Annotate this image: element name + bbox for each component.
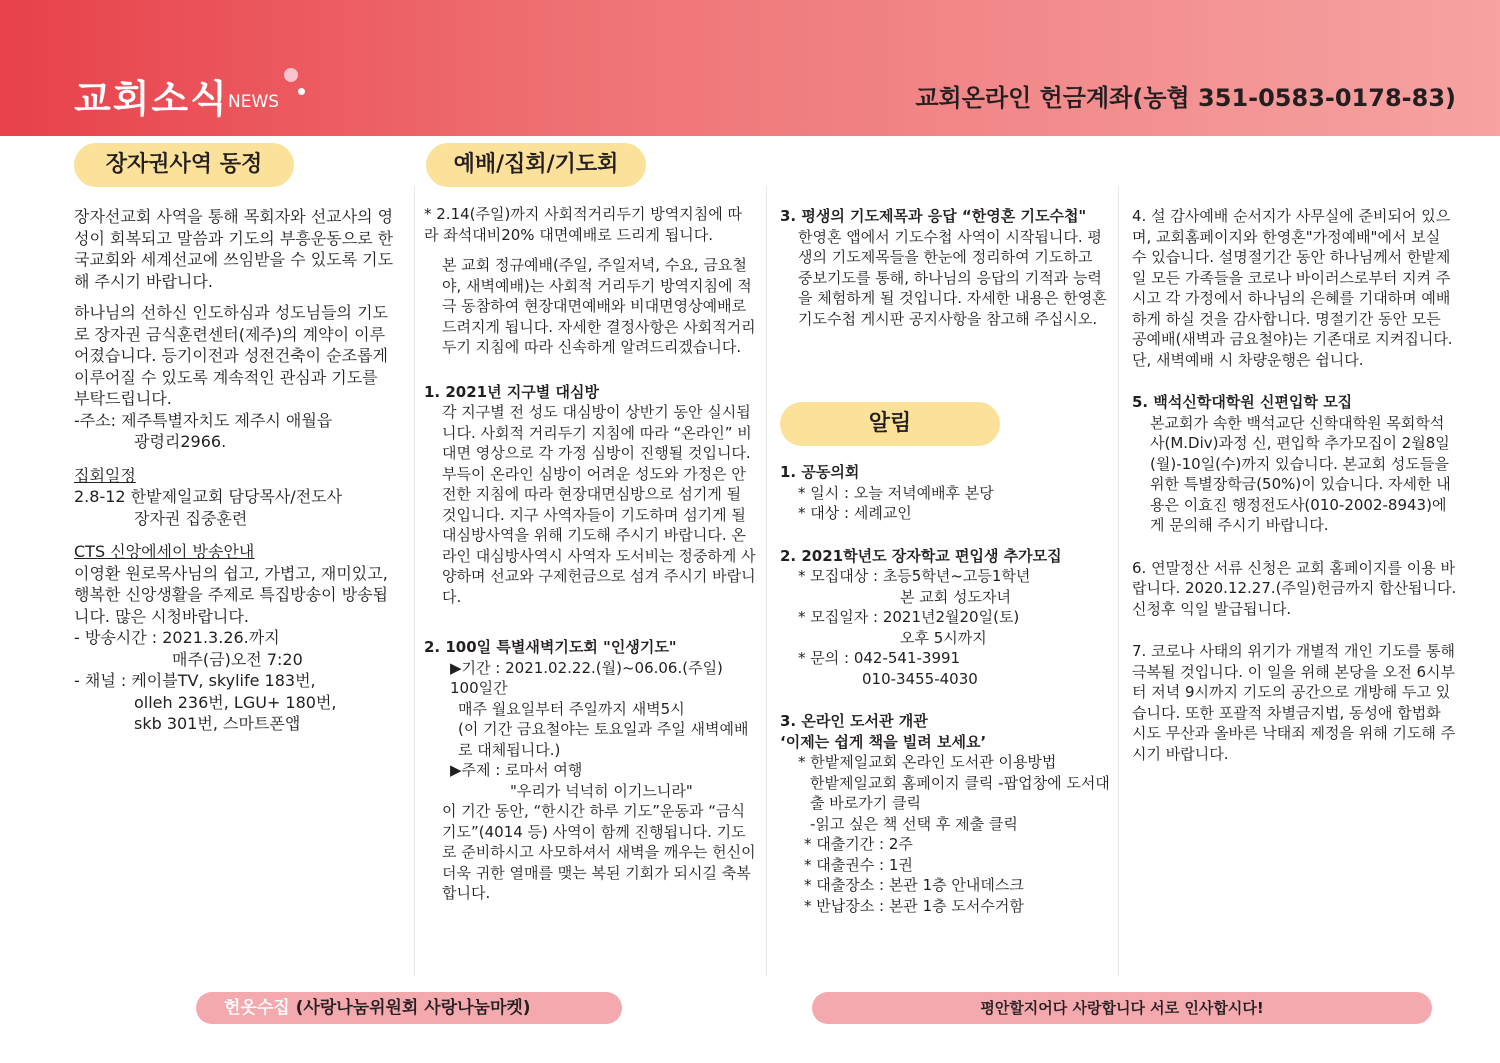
column-divider	[414, 186, 415, 976]
header-banner	[0, 0, 1500, 136]
cts-title: CTS 신앙에세이 방송안내	[74, 542, 255, 561]
item-title: 2. 2021학년도 장자학교 편입생 추가모집	[780, 546, 1062, 565]
info-line: 한밭제일교회 홈페이지 클릭 -팝업창에 도서대출 바로가기 클릭	[810, 773, 1110, 812]
section-heading-notice: 알림	[780, 402, 1000, 446]
item-title: 5. 백석신학대학원 신편입학 모집	[1132, 393, 1353, 411]
column-2	[424, 204, 756, 904]
info-line: -읽고 싶은 책 선택 후 제출 클릭	[810, 814, 1018, 833]
info-line: * 모집대상 : 초등5학년~고등1학년	[798, 567, 1031, 585]
address-line: 광령리2966.	[134, 432, 227, 451]
section-heading-worship: 예배/집회/기도회	[426, 143, 646, 187]
info-line: * 대출권수 : 1권	[804, 855, 913, 874]
paragraph: 6. 연말정산 서류 신청은 교회 홈페이지를 이용 바랍니다. 2020.12.27.(주일)헌금까지 합산됩니다. 신청후 익일 발급됩니다.	[1132, 558, 1457, 618]
column-3	[780, 206, 1110, 329]
offering-account: 교회온라인 헌금계좌(농협 351-0583-0178-83)	[915, 84, 1456, 112]
schedule-line: 장자권 집중훈련	[134, 508, 248, 528]
info-line: olleh 236번, LGU+ 180번,	[134, 692, 337, 712]
column-3-notices	[780, 462, 1110, 916]
info-line: 오후 5시까지	[900, 628, 987, 647]
paragraph: 7. 코로나 사태의 위기가 개별적 개인 기도를 통해 극복될 것입니다. 이 일을 위해 본당을 오전 6시부터 저녁 9시까지 기도의 공간으로 개방해 두고 있습니다. 또한 포괄적 차별금지법, 동성애 합법화 시도 무산과 올바른 낙태죄 제정을 위해 기도해 주시기 바랍니다.	[1132, 642, 1456, 763]
column-4	[1132, 206, 1458, 774]
info-line: skb 301번, 스마트폰앱	[134, 714, 301, 733]
paragraph: 본 교회 정규예배(주일, 주일저녁, 수요, 금요철야, 새벽예배)는 사회적 거리두기 방역지침에 적극 동참하여 현장대면예배와 비대면영상예배로 드려지게 됩니다. 자세한 결정사항은 사회적거리두기 지침에 따라 신속하게 알려드리겠습니다.	[442, 256, 756, 356]
section-heading-jangjagwon: 장자권사역 동정	[74, 143, 294, 187]
address-line: -주소: 제주특별자치도 제주시 애월읍	[74, 410, 333, 430]
info-line: (이 기간 금요철야는 토요일과 주일 새벽예배로 대체됩니다.)	[458, 720, 749, 759]
decor-dot-small-icon	[298, 88, 305, 95]
info-line: 본 교회 성도자녀	[900, 587, 1011, 606]
notice-note: * 2.14(주일)까지 사회적거리두기 방역지침에 따라 좌석대비20% 대면예배로 드리게 됩니다.	[424, 205, 743, 244]
schedule-title: 집회일정	[74, 465, 136, 485]
info-line: - 방송시간 : 2021.3.26.까지	[74, 628, 280, 647]
info-line: * 대상 : 세례교인	[798, 504, 912, 522]
footer-label: 헌옷수집	[224, 998, 290, 1018]
page-title: 교회소식	[74, 77, 229, 121]
item-title: 1. 공동의회	[780, 463, 860, 481]
info-line: ▶기간 : 2021.02.22.(월)~06.06.(주일) 100일간	[450, 658, 723, 697]
footer-clothing-banner	[196, 992, 622, 1024]
paragraph: 장자선교회 사역을 통해 목회자와 선교사의 영성이 회복되고 말씀과 기도의 부흥운동으로 한국교회와 세계선교에 쓰임받을 수 있도록 기도해 주시기 바랍니다.	[74, 207, 394, 291]
footer-text: (사랑나눔위원회 사랑나눔마켓)	[295, 998, 531, 1018]
paragraph: 각 지구별 전 성도 대심방이 상반기 동안 실시됩니다. 사회적 거리두기 지침에 따라 “온라인” 비대면 영상으로 각 가정 심방이 진행될 것입니다. 부득이 온라인 심방이 어려운 성도와 가정은 안전한 지침에 따라 현장대면심방으로 섬기게 될 것입니다. 지구 사역자들이 기도하며 섬기게 될 대심방사역을 위해 기도해 주시기 바랍니다. 온라인 대심방사역시 사역자 도서비는 정중하게 사양하며 선교와 구제헌금으로 섬겨 주시기 바랍니다.	[442, 403, 756, 606]
decor-dot-icon	[284, 68, 298, 82]
item-title: 2. 100일 특별새벽기도회 "인생기도"	[424, 638, 677, 656]
paragraph: 하나님의 선하신 인도하심과 성도님들의 기도로 장자권 금식훈련센터(제주)의 계약이 이루어졌습니다. 등기이전과 성전건축이 순조롭게 이루어질 수 있도록 계속적인 관심과 기도를 부탁드립니다.	[74, 303, 389, 408]
paragraph: 한영혼 앱에서 기도수첩 사역이 시작됩니다. 평생의 기도제목들을 한눈에 정리하여 기도하고 중보기도를 통해, 하나님의 응답의 기적과 능력을 체험하게 될 것입니다. 자세한 내용은 한영혼 기도수첩 게시판 공지사항을 참고해 주십시오.	[798, 227, 1107, 328]
paragraph: 본교회가 속한 백석교단 신학대학원 목회학석사(M.Div)과정 신, 편입학 추가모집이 2월8일(월)-10일(수)까지 있습니다. 본교회 성도들을 위한 특별장학금(50%)이 있습니다. 자세한 내용은 이효진 행정전도사(010-2002-8943)에게 문의해 주시기 바랍니다.	[1150, 413, 1451, 534]
item-title: 3. 평생의 기도제목과 응답 “한영혼 기도수첩"	[780, 207, 1087, 225]
info-line: * 대출기간 : 2주	[804, 835, 913, 853]
footer-greeting-banner	[812, 992, 1432, 1024]
info-line: * 반납장소 : 본관 1층 도서수거함	[804, 896, 1024, 915]
info-line: * 대출장소 : 본관 1층 안내데스크	[804, 876, 1024, 894]
info-line: 매주(금)오전 7:20	[172, 649, 303, 669]
info-line: * 문의 : 042-541-3991	[798, 649, 961, 667]
schedule-line: 2.8-12 한밭제일교회 담당목사/전도사	[74, 487, 343, 506]
info-line: * 모집일자 : 2021년2월20일(토)	[798, 608, 1020, 626]
item-title: 1. 2021년 지구별 대심방	[424, 382, 599, 401]
column-1	[74, 206, 396, 735]
item-title: 3. 온라인 도서관 개관	[780, 712, 928, 730]
info-line: * 한밭제일교회 온라인 도서관 이용방법	[798, 753, 1057, 771]
info-line: ▶주제 : 로마서 여행	[450, 761, 583, 779]
paragraph: 이영환 원로목사님의 쉽고, 가볍고, 재미있고, 행복한 신앙생활을 주제로 특집방송이 방송됩니다. 많은 시청바랍니다.	[74, 563, 389, 626]
info-line: "우리가 넉넉히 이기느니라"	[510, 781, 693, 800]
info-line: 010-3455-4030	[862, 669, 978, 688]
paragraph: 4. 설 감사예배 순서지가 사무실에 준비되어 있으며, 교회홈페이지와 한영혼"가정예배"에서 보실 수 있습니다. 설명절기간 동안 하나님께서 한밭제일 모든 가족들을 코로나 바이러스로부터 지켜 주시고 각 가정에서 하나님의 은혜를 기대하며 예배하게 하실 것을 감사합니다. 명절기간 동안 모든 공예배(새벽과 금요철야)는 기존대로 지켜집니다. 단, 새벽예배 시 차량운행은 쉽니다.	[1132, 207, 1453, 369]
column-divider	[766, 186, 767, 976]
info-line: 매주 월요일부터 주일까지 새벽5시	[458, 699, 685, 718]
paragraph: 이 기간 동안, “한시간 하루 기도”운동과 “금식기도”(4014 등) 사역이 함께 진행됩니다. 기도로 준비하시고 사모하셔서 새벽을 깨우는 헌신이 더욱 귀한 열매를 맺는 복된 기회가 되시길 축복합니다.	[442, 802, 756, 902]
info-line: * 일시 : 오늘 저녁예배후 본당	[798, 483, 994, 502]
page-subtitle: NEWS	[228, 92, 280, 112]
info-line: - 채널 : 케이블TV, skylife 183번,	[74, 671, 316, 690]
footer-greeting: 평안할지어다 사랑합니다 서로 인사합시다!	[980, 999, 1264, 1017]
column-divider	[1118, 186, 1119, 976]
item-subtitle: ‘이제는 쉽게 책을 빌려 보세요’	[780, 732, 987, 751]
